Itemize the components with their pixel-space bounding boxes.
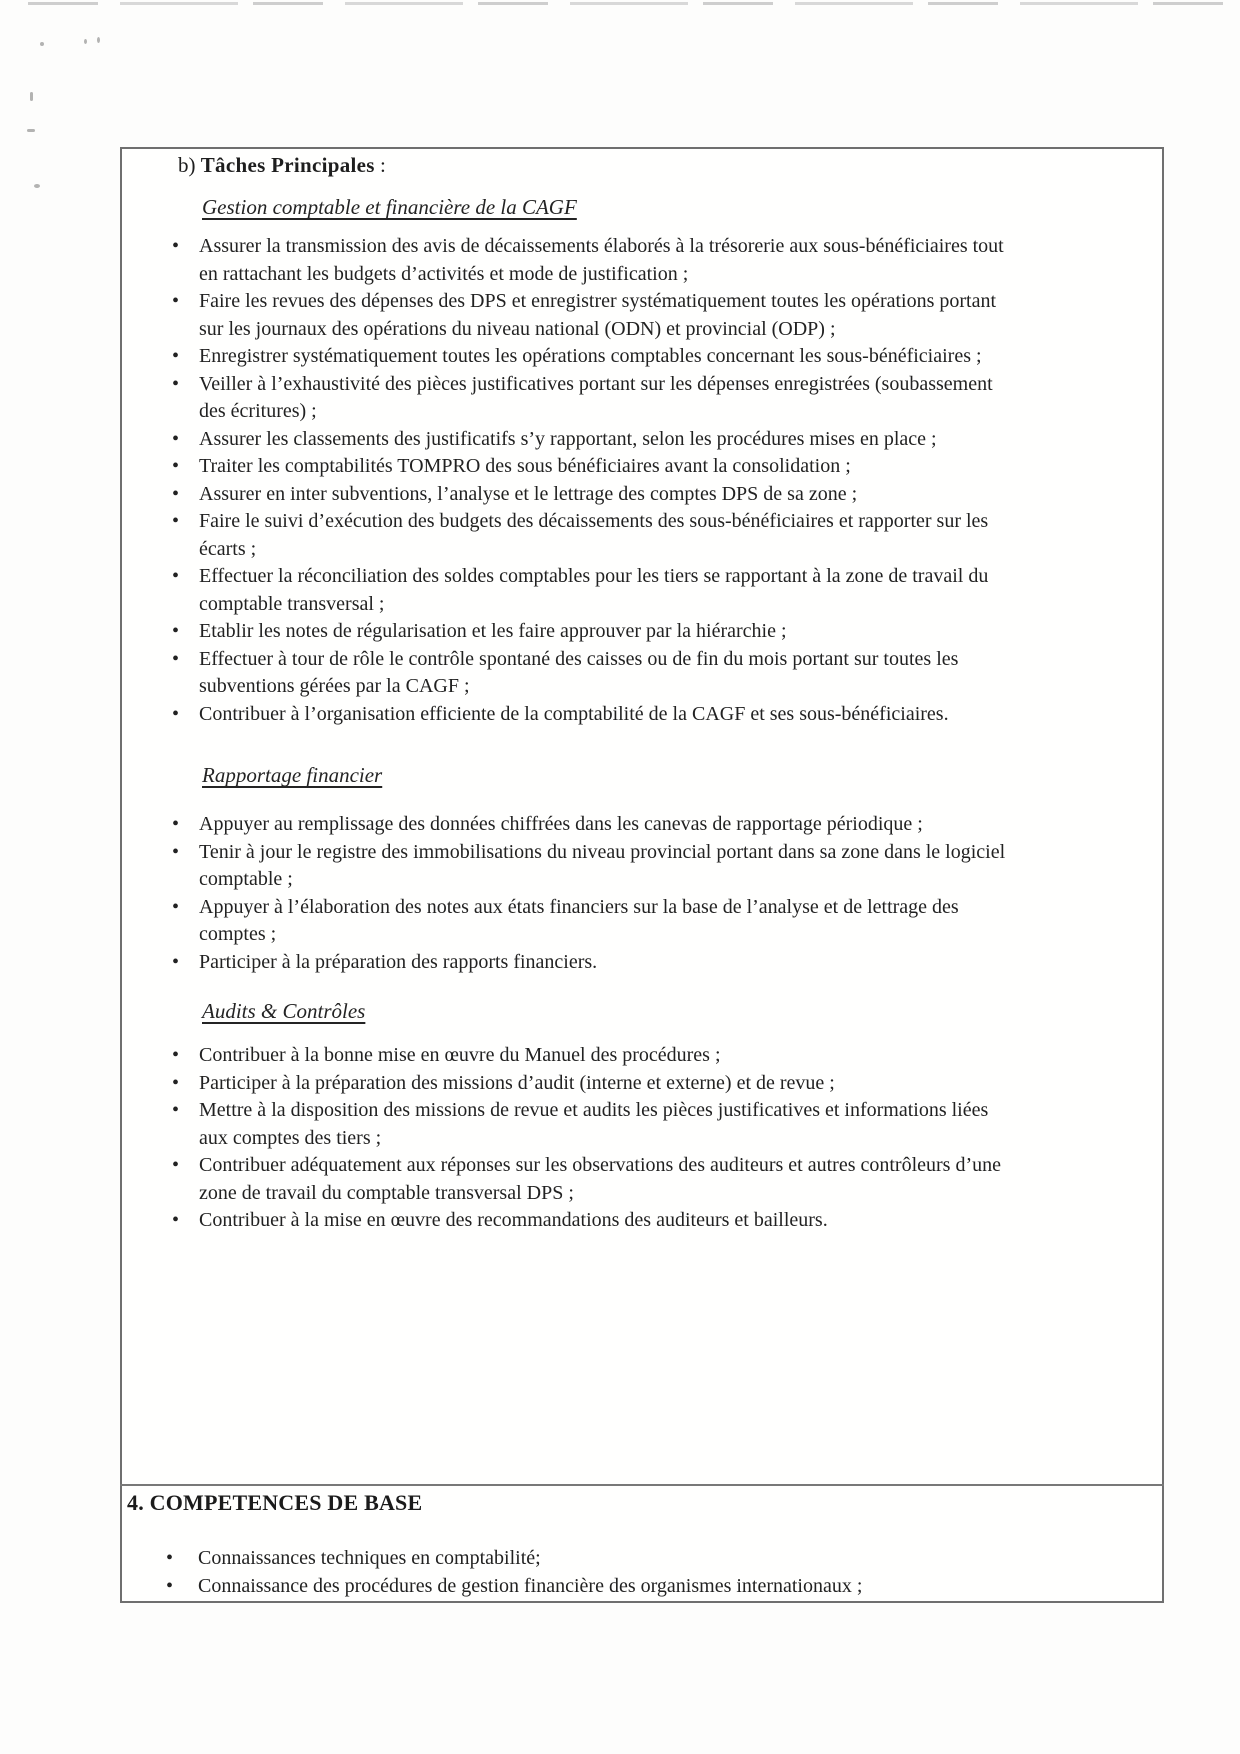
scan-artifact [84,39,87,44]
subsection-heading-rapportage-financier: Rapportage financier [202,763,383,787]
task-list-rapportage-financier [170,811,1022,976]
task-item: • Traiter les comptabilités TOMPRO des sous bénéficiaires avant la consolidation ; [170,453,1022,481]
task-item: • Contribuer à la mise en œuvre des recommandations des auditeurs et bailleurs. [170,1207,1022,1235]
scan-edge-artifact [28,2,1228,5]
task-item: • Appuyer à l’élaboration des notes aux états financiers sur la base de l’analyse et de lettrage des comptes ; [170,894,1022,949]
task-item: • Faire le suivi d’exécution des budgets des décaissements des sous-bénéficiaires et rapporter sur les écarts ; [170,508,1022,563]
competences-section-heading: 4. COMPETENCES DE BASE [127,1490,423,1515]
document-table-frame [120,147,1164,1603]
tasks-title-text: Tâches Principales [200,153,375,177]
task-item: • Contribuer à la bonne mise en œuvre du Manuel des procédures ; [170,1042,1022,1070]
task-item: • Faire les revues des dépenses des DPS et enregistrer systématiquement toutes les opérations portant sur les journaux des opérations du niveau national (ODN) et provincial (ODP) ; [170,288,1022,343]
task-item: • Effectuer à tour de rôle le contrôle spontané des caisses ou de fin du mois portant sur toutes les subventions gérées par la CAGF ; [170,646,1022,701]
competence-item: • Connaissances techniques en comptabilité; [164,1545,1124,1573]
task-item: • Tenir à jour le registre des immobilisations du niveau provincial portant dans sa zone dans le logiciel comptable ; [170,839,1022,894]
tasks-section-title [178,151,386,179]
scan-artifact [30,92,33,101]
task-item: • Participer à la préparation des rapports financiers. [170,949,1022,977]
task-item: • Etablir les notes de régularisation et les faire approuver par la hiérarchie ; [170,618,1022,646]
task-item: • Contribuer à l’organisation efficiente de la comptabilité de la CAGF et ses sous-bénéficiaires. [170,701,1022,729]
scan-artifact [40,42,44,46]
tasks-title-prefix: b) [178,153,201,177]
task-item: • Assurer en inter subventions, l’analyse et le lettrage des comptes DPS de sa zone ; [170,481,1022,509]
task-list-audits-controles [170,1042,1022,1235]
task-item: • Contribuer adéquatement aux réponses sur les observations des auditeurs et autres contrôleurs d’une zone de travail du comptable transversal DPS ; [170,1152,1022,1207]
scan-artifact [34,184,40,188]
subsection-heading-gestion-comptable: Gestion comptable et financière de la CAGF [202,195,577,219]
task-item: • Participer à la préparation des missions d’audit (interne et externe) et de revue ; [170,1070,1022,1098]
task-item: • Enregistrer systématiquement toutes les opérations comptables concernant les sous-bénéficiaires ; [170,343,1022,371]
scan-artifact [27,129,35,132]
scan-artifact [97,37,100,43]
competence-item: • Connaissance des procédures de gestion financière des organismes internationaux ; [164,1573,1124,1601]
task-list-gestion-comptable [170,233,1022,728]
task-item: • Appuyer au remplissage des données chiffrées dans les canevas de rapportage périodique ; [170,811,1022,839]
task-item: • Veiller à l’exhaustivité des pièces justificatives portant sur les dépenses enregistrées (soubassement des écritures) ; [170,371,1022,426]
task-item: • Mettre à la disposition des missions de revue et audits les pièces justificatives et informations liées aux comptes des tiers ; [170,1097,1022,1152]
section-divider-line [120,1484,1164,1486]
task-item: • Assurer la transmission des avis de décaissements élaborés à la trésorerie aux sous-bénéficiaires tout en rattachant les budgets d’activités et mode de justification ; [170,233,1022,288]
task-item: • Effectuer la réconciliation des soldes comptables pour les tiers se rapportant à la zone de travail du comptable transversal ; [170,563,1022,618]
tasks-title-suffix: : [374,153,386,177]
competences-list [164,1545,1124,1600]
task-item: • Assurer les classements des justificatifs s’y rapportant, selon les procédures mises en place ; [170,426,1022,454]
subsection-heading-audits-controles: Audits & Contrôles [202,999,366,1023]
